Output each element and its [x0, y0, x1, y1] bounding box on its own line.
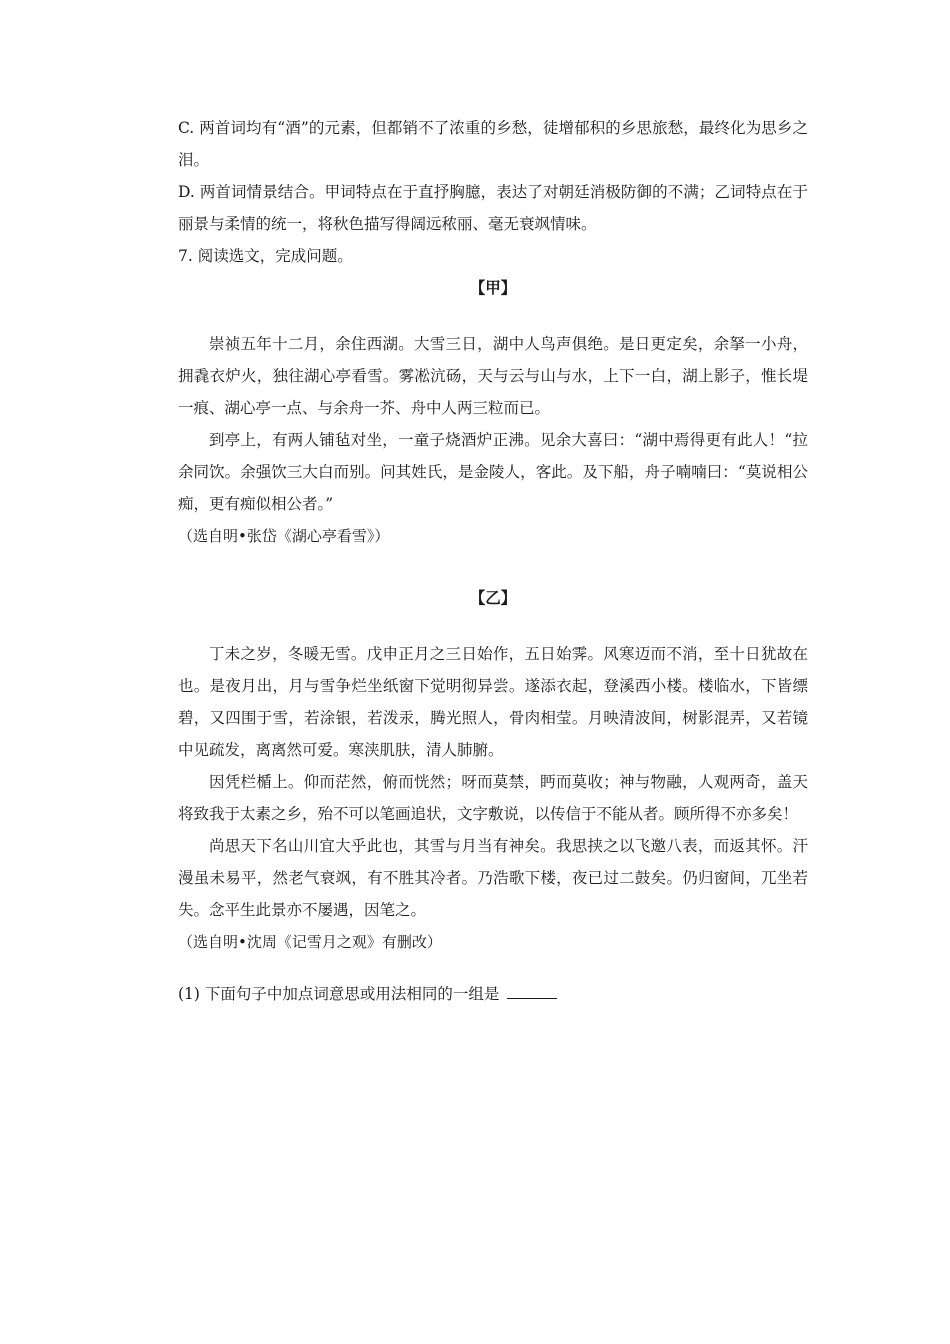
- spacer: [178, 614, 808, 638]
- jia-paragraph-2: 到亭上，有两人铺毡对坐，一童子烧酒炉正沸。见余大喜曰：“湖中焉得更有此人！“拉余同饮。余强饮三大白而别。问其姓氏，是金陵人，客此。及下船，舟子喃喃曰：“莫说相公痴，更有痴似相公者。”: [178, 431, 808, 513]
- spacer: [178, 304, 808, 328]
- yi-source: （选自明•沈周《记雪月之观》有删改）: [178, 933, 442, 951]
- section-heading-yi: 【乙】: [469, 588, 517, 607]
- yi-paragraph-2: 因凭栏楯上。仰而茫然，俯而恍然；呀而莫禁，眄而莫收；神与物融，人观两奇，盖天将致我于太素之乡，殆不可以笔画追状，文字敷说，以传信于不能从者。顾所得不亦多矣！: [178, 773, 808, 823]
- spacer: [178, 958, 808, 978]
- jia-source: （选自明•张岱《湖心亭看雪》）: [178, 527, 390, 545]
- jia-paragraph-1: 崇祯五年十二月，余住西湖。大雪三日，湖中人鸟声俱绝。是日更定矣，余拏一小舟，拥毳衣炉火，独往湖心亭看雪。雾凇沆砀，天与云与山与水，上下一白，湖上影子，惟长堤一痕、湖心亭一点、与余舟一芥、舟中人两三粒而已。: [178, 335, 808, 417]
- question-7-prompt: 7. 阅读选文，完成问题。: [178, 247, 353, 265]
- sub-question-1: [178, 978, 808, 1010]
- answer-blank[interactable]: [507, 978, 557, 999]
- option-d: D. 两首词情景结合。甲词特点在于直抒胸臆，表达了对朝廷消极防御的不满；乙词特点在于丽景与柔情的统一，将秋色描写得阔远秾丽、毫无衰飒情味。: [178, 183, 808, 233]
- spacer: [178, 552, 808, 582]
- section-heading-jia: 【甲】: [469, 278, 517, 297]
- option-c: C. 两首词均有“酒”的元素，但都销不了浓重的乡愁，徒增郁积的乡思旅愁，最终化为思乡之泪。: [178, 119, 808, 169]
- document-content: [178, 112, 808, 1010]
- sub-question-1-text: (1) 下面句子中加点词意思或用法相同的一组是: [178, 985, 500, 1003]
- yi-paragraph-1: 丁未之岁，冬暖无雪。戊申正月之三日始作，五日始霁。风寒迈而不消，至十日犹故在也。是夜月出，月与雪争烂坐纸窗下觉明彻异尝。遂添衣起，登溪西小楼。楼临水，下皆缥碧，又四围于雪，若涂银，若泼汞，腾光照人，骨肉相莹。月映清波间，树影混弄，又若镜中见疏发，离离然可爱。寒浃肌肤，清人肺腑。: [178, 645, 808, 759]
- yi-paragraph-3: 尚思天下名山川宜大乎此也，其雪与月当有神矣。我思挟之以飞邀八表，而返其怀。汗漫虽未易平，然老气衰飒，有不胜其冷者。乃浩歌下楼，夜已过二鼓矣。仍归窗间，兀坐若失。念平生此景亦不屡遇，因笔之。: [178, 837, 808, 919]
